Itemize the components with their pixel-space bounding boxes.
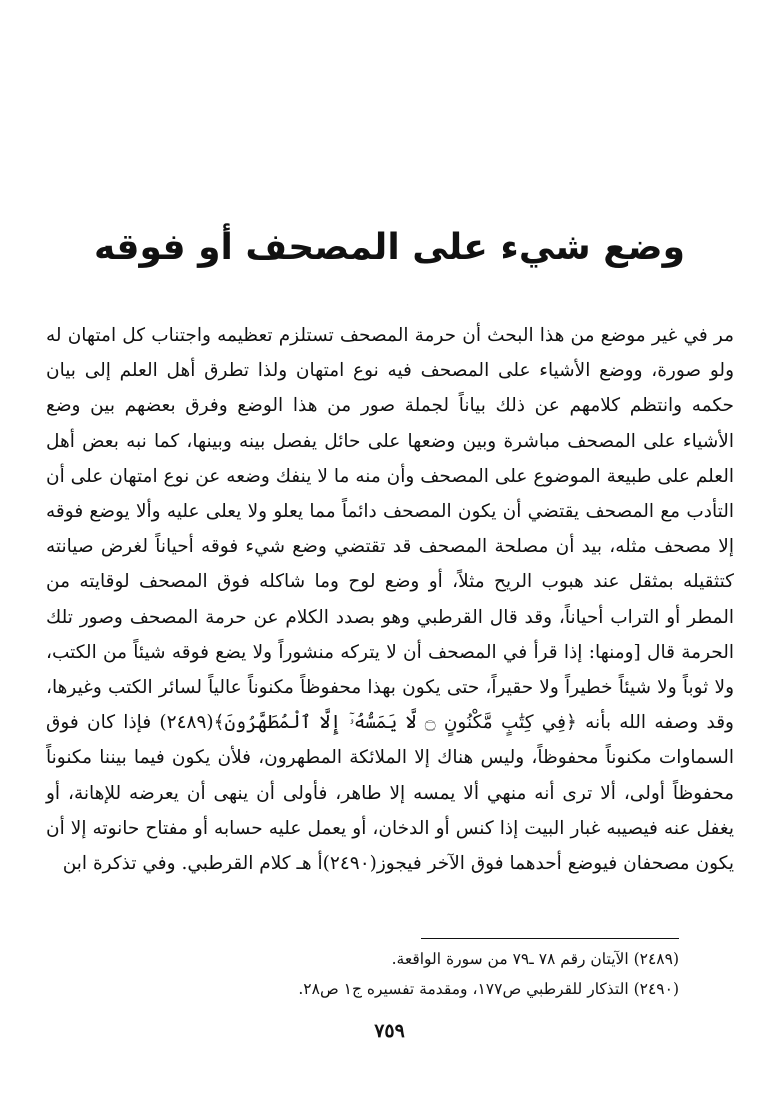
footnote-2490: (٢٤٩٠) التذكار للقرطبي ص١٧٧، ومقدمة تفسيره ج١ ص٢٨. (298, 980, 679, 998)
footnote-separator (421, 938, 679, 939)
footnote-2489: (٢٤٨٩) الآيتان رقم ٧٨ ـ٧٩ من سورة الواقعة. (391, 950, 679, 968)
footnotes-list (119, 944, 679, 1004)
body-paragraph: مر في غير موضع من هذا البحث أن حرمة المصحف تستلزم تعظيمه واجتناب كل امتهان له ولو صورة، ووضع الأشياء على المصحف فيه نوع امتهان ولذا تطرق أهل العلم إلى بيان حكمه وانتظم كلامهم عن ذلك بياناً لجملة صور من هذا الوضع وفرق بعضهم بين وضع الأشياء على المصحف مباشرة وبين وضعها على حائل يفصل بينه وبينها، كما نبه بعض أهل العلم على طبيعة الموضوع على المصحف وأن منه ما لا ينفك وضعه عن نوع امتهان على أن التأدب مع المصحف يقتضي أن يكون المصحف دائماً مما يعلو ولا يعلى عليه وألا يوضع فوقه إلا مصحف مثله، بيد أن مصلحة المصحف قد تقتضي وضع شيء فوقه أحياناً لغرض صيانته كتثقيله بمثقل عند هبوب الريح مثلاً، أو وضع لوح وما شاكله فوق المصحف لوقايته من المطر أو التراب أحياناً، وقد قال القرطبي وهو بصدد الكلام عن حرمة المصحف وصور تلك الحرمة قال [ومنها: إذا قرأ في المصحف أن لا يتركه منشوراً ولا يضع فوقه شيئاً من الكتب، ولا ثوباً ولا شيئاً خطيراً ولا حقيراً، حتى يكون بهذا محفوظاً مكنوناً عالياً لسائر الكتب وغيرها، وقد وصفه الله بأنه ﴿فِي كِتَٰبٍ مَّكْنُونٍ ۝ لَّا يَمَسُّهُۥٓ إِلَّا ٱلْمُطَهَّرُونَ﴾(٢٤٨٩) فإذا كان فوق السماوات مكنوناً محفوظاً، وليس هناك إلا الملائكة المطهرون، فلأن يكون فيما بيننا مكنوناً محفوظاً أولى، ألا ترى أنه منهي ألا يمسه إلا طاهر، فأولى أن ينهى أن يعرضه للإهانة، أو يغفل عنه فيصيبه غبار البيت إذا كنس أو الدخان، أو يعمل عليه حسابه أو مفتاح حانوته إلا أن يكون مصحفان فيوضع أحدهما فوق الآخر فيجوز(٢٤٩٠)أ هـ كلام القرطبي. وفي تذكرة ابن (46, 325, 734, 875)
page-number: ٧٥٩ (374, 1020, 405, 1042)
section-title: وضع شيء على المصحف أو فوقه (94, 227, 685, 268)
